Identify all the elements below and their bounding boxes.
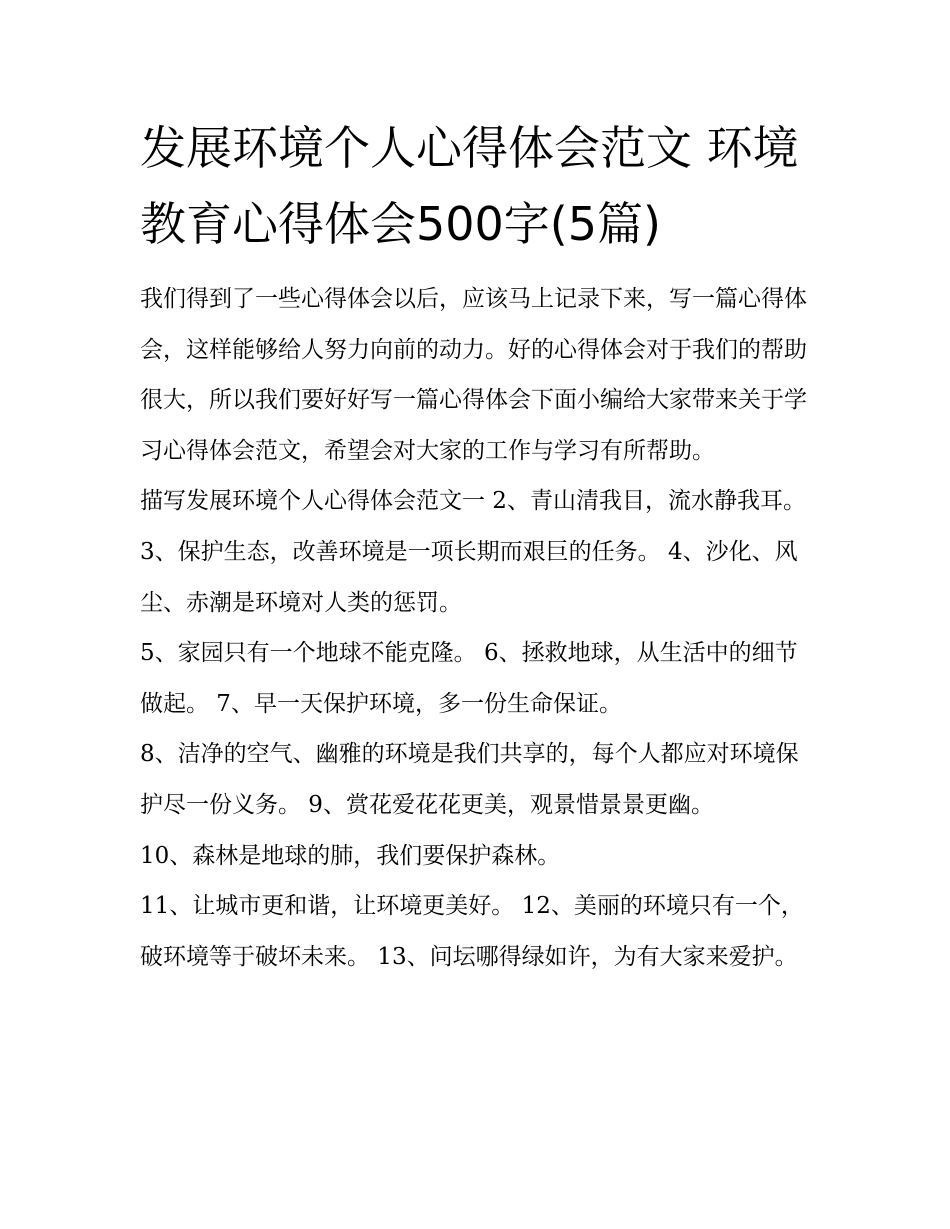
body-paragraph: 11、让城市更和谐，让环境更美好。 12、美丽的环境只有一个，破环境等于破坏未来。 13、问坛哪得绿如许，为有大家来爱护。: [140, 893, 804, 970]
body-paragraph: 5、家园只有一个地球不能克隆。 6、拯救地球，从生活中的细节做起。 7、早一天保护环境，多一份生命保证。: [140, 640, 798, 717]
body-paragraph: 10、森林是地球的肺，我们要保护森林。: [140, 842, 561, 869]
body-paragraph: 描写发展环境个人心得体会范文一 2、青山清我目，流水静我耳。 3、保护生态，改善环境是一项长期而艰巨的任务。 4、沙化、风尘、赤潮是环境对人类的惩罚。: [140, 488, 806, 616]
document-title: 发展环境个人心得体会范文 环境教育心得体会500字(5篇): [140, 121, 799, 251]
document-body: [140, 274, 820, 982]
body-paragraph: 8、洁净的空气、幽雅的环境是我们共享的，每个人都应对环境保护尽一份义务。 9、赏花爱花花更美，观景惜景景更幽。: [140, 741, 799, 818]
intro-paragraph: 我们得到了一些心得体会以后，应该马上记录下来，写一篇心得体会，这样能够给人努力向前的动力。好的心得体会对于我们的帮助很大，所以我们要好好写一篇心得体会下面小编给大家带来关于学习心得体会范文，希望会对大家的工作与学习有所帮助。: [140, 286, 807, 464]
